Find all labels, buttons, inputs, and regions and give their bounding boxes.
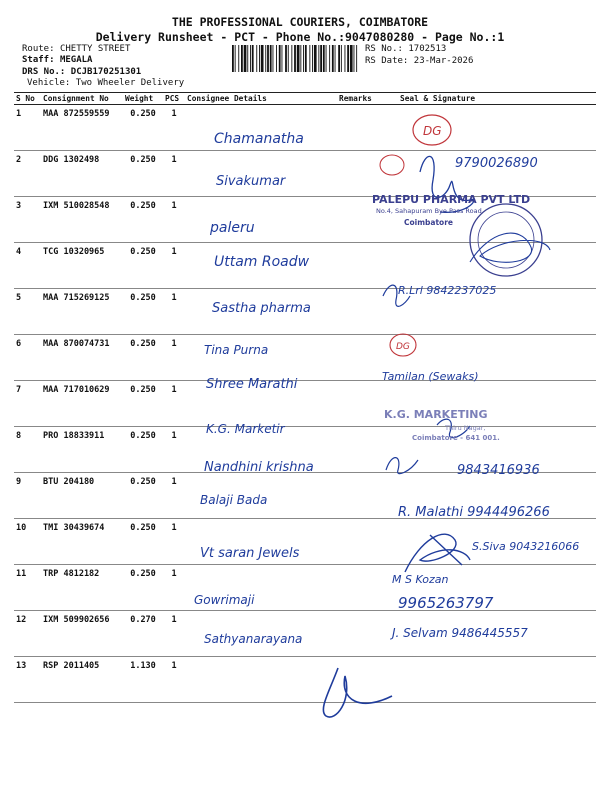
barcode-bar [256, 45, 257, 72]
consignee-hw-7: Shree Marathi [206, 377, 298, 392]
row-remarks [337, 243, 374, 289]
row-pcs: 1 [163, 289, 185, 335]
table-row [14, 335, 596, 381]
palepu-stamp-address: No.4, Sahapuram Bye Pass Road [376, 207, 482, 215]
row-remarks [337, 151, 374, 197]
row-sno: 2 [14, 151, 41, 197]
row-weight: 0.250 [123, 565, 163, 611]
signature-hw-12a: M S Kozan [392, 573, 449, 586]
row-pcs: 1 [163, 565, 185, 611]
signature-hw-phone-2: 9790026890 [455, 156, 538, 171]
table-header-row [14, 93, 596, 105]
row-sno: 13 [14, 657, 41, 703]
table-row [14, 565, 596, 611]
row-remarks [337, 335, 374, 381]
barcode-bar [300, 45, 301, 72]
signature-hw-13: J. Selvam 9486445557 [392, 626, 528, 640]
col-seal-signature: Seal & Signature [374, 93, 596, 105]
rs-no-value: 1702513 [408, 44, 447, 54]
barcode-bar [309, 45, 310, 72]
barcode-bar [335, 45, 336, 72]
barcode-bar [282, 45, 283, 72]
row-weight: 0.270 [123, 611, 163, 657]
table-row [14, 381, 596, 427]
row-consignment-no: MAA 872559559 [41, 105, 123, 151]
consignee-hw-1: Chamanatha [214, 131, 304, 147]
barcode-bar [279, 45, 281, 72]
runsheet-table [14, 92, 596, 703]
consignee-hw-6: Tina Purna [204, 343, 269, 357]
barcode-bar [261, 45, 264, 72]
table-row [14, 657, 596, 703]
row-seal-signature [374, 105, 596, 151]
row-remarks [337, 105, 374, 151]
row-weight: 0.250 [123, 243, 163, 289]
barcode-bar [276, 45, 277, 72]
col-pcs: PCS [163, 93, 185, 105]
row-weight: 0.250 [123, 197, 163, 243]
row-pcs: 1 [163, 197, 185, 243]
kg-stamp-address: Thiru Nagar, [445, 424, 486, 432]
row-consignment-no: TCG 10320965 [41, 243, 123, 289]
barcode-bar [347, 45, 349, 72]
barcode-bar [320, 45, 322, 72]
row-remarks [337, 473, 374, 519]
row-sno: 5 [14, 289, 41, 335]
row-weight: 0.250 [123, 289, 163, 335]
vehicle-value: Two Wheeler Delivery [75, 78, 185, 88]
barcode-bar [294, 45, 296, 72]
barcode-bar [314, 45, 317, 72]
route-line: Route: CHETTY STREET [22, 44, 131, 54]
barcode-bar [350, 45, 353, 72]
row-consignment-no: TMI 30439674 [41, 519, 123, 565]
barcode-bar [326, 45, 327, 72]
row-remarks [337, 657, 374, 703]
col-weight: Weight [123, 93, 163, 105]
barcode-bar [356, 45, 357, 72]
consignee-hw-10: Balaji Bada [200, 493, 268, 507]
row-sno: 1 [14, 105, 41, 151]
row-weight: 0.250 [123, 473, 163, 519]
barcode-bar [265, 45, 266, 72]
rs-date-line: RS Date: 23-Mar-2026 [365, 56, 474, 66]
consignee-hw-9: Nandhini krishna [204, 460, 314, 475]
row-consignee-details [185, 657, 337, 703]
barcode-bar [332, 45, 334, 72]
barcode-bar [250, 45, 251, 72]
row-consignment-no: IXM 509902656 [41, 611, 123, 657]
barcode-bar [288, 45, 289, 72]
barcode-bar [273, 45, 274, 72]
consignee-hw-11: Vt saran Jewels [200, 546, 300, 561]
barcode-bar [232, 45, 234, 72]
staff-line: Staff: MEGALA [22, 55, 93, 65]
consignee-hw-2: Sivakumar [216, 174, 286, 189]
barcode-bar [345, 45, 346, 72]
consignee-hw-12: Gowrimaji [194, 593, 255, 607]
row-weight: 0.250 [123, 381, 163, 427]
barcode-bar [270, 45, 272, 72]
row-pcs: 1 [163, 473, 185, 519]
barcode-bar [244, 45, 247, 72]
row-weight: 0.250 [123, 519, 163, 565]
row-pcs: 1 [163, 381, 185, 427]
row-remarks [337, 427, 374, 473]
kg-stamp-city: Coimbatore - 641 001. [412, 434, 500, 442]
staff-value: MEGALA [59, 55, 93, 65]
row-sno: 9 [14, 473, 41, 519]
row-pcs: 1 [163, 151, 185, 197]
barcode-bar [259, 45, 260, 72]
row-weight: 0.250 [123, 151, 163, 197]
col-consignee: Consignee Details [185, 93, 337, 105]
barcode-bar [354, 45, 355, 72]
row-remarks [337, 565, 374, 611]
barcode-bar [338, 45, 340, 72]
barcode-bar [318, 45, 319, 72]
dg-stamp-text-1: DG [423, 124, 442, 138]
rs-date-value: 23-Mar-2026 [413, 56, 474, 66]
dg-stamp-text-2: DG [396, 342, 410, 352]
barcode-bar [312, 45, 313, 72]
barcode-bar [297, 45, 300, 72]
row-remarks [337, 289, 374, 335]
signature-hw-10: R. Malathi 9944496266 [398, 505, 550, 520]
runsheet-subtitle: Delivery Runsheet - PCT - Phone No.:9047080280 - Page No.:1 [95, 30, 505, 44]
barcode-bar [247, 45, 248, 72]
row-remarks [337, 611, 374, 657]
row-consignee-details [185, 197, 337, 243]
signature-hw-7: Tamilan (Sewaks) [382, 370, 479, 383]
barcode-bar [241, 45, 243, 72]
row-pcs: 1 [163, 611, 185, 657]
signature-hw-9: 9843416936 [457, 463, 540, 478]
consignee-hw-8: K.G. Marketir [206, 422, 285, 436]
row-remarks [337, 197, 374, 243]
vehicle-line: Vehicle: Two Wheeler Delivery [27, 78, 185, 88]
row-consignment-no: BTU 204180 [41, 473, 123, 519]
row-pcs: 1 [163, 243, 185, 289]
row-consignment-no: PRO 18833911 [41, 427, 123, 473]
col-consignment: Consignment No [41, 93, 123, 105]
row-sno: 8 [14, 427, 41, 473]
barcode-bar [267, 45, 269, 72]
kg-stamp-name: K.G. MARKETING [384, 408, 488, 421]
row-sno: 6 [14, 335, 41, 381]
row-weight: 1.130 [123, 657, 163, 703]
row-seal-signature [374, 657, 596, 703]
drs-value: DCJB170251301 [70, 67, 142, 77]
row-pcs: 1 [163, 657, 185, 703]
route-value: CHETTY STREET [59, 44, 131, 54]
consignee-hw-13: Sathyanarayana [204, 632, 303, 646]
row-consignment-no: DDG 1302498 [41, 151, 123, 197]
row-sno: 3 [14, 197, 41, 243]
row-consignment-no: TRP 4812182 [41, 565, 123, 611]
table-row [14, 105, 596, 151]
palepu-stamp-city: Coimbatore [404, 218, 453, 227]
row-consignment-no: RSP 2011405 [41, 657, 123, 703]
barcode-bar [303, 45, 304, 72]
col-remarks: Remarks [337, 93, 374, 105]
row-sno: 7 [14, 381, 41, 427]
barcode-bar [235, 45, 236, 72]
barcode-bar [238, 45, 239, 72]
barcode-bar [291, 45, 292, 72]
barcode [232, 45, 358, 72]
row-sno: 12 [14, 611, 41, 657]
consignee-hw-4: Uttam Roadw [214, 254, 310, 270]
row-sno: 4 [14, 243, 41, 289]
row-consignment-no: IXM 510028548 [41, 197, 123, 243]
row-consignment-no: MAA 717010629 [41, 381, 123, 427]
row-weight: 0.250 [123, 105, 163, 151]
barcode-bar [285, 45, 287, 72]
barcode-bar [305, 45, 307, 72]
row-remarks [337, 519, 374, 565]
signature-hw-11: S.Siva 9043216066 [472, 540, 580, 553]
barcode-bar [341, 45, 342, 72]
row-seal-signature [374, 243, 596, 289]
row-pcs: 1 [163, 427, 185, 473]
barcode-bar [329, 45, 330, 72]
row-weight: 0.250 [123, 427, 163, 473]
signature-hw-12b: 9965263797 [398, 594, 494, 612]
row-consignment-no: MAA 870074731 [41, 335, 123, 381]
row-pcs: 1 [163, 519, 185, 565]
consignee-hw-5: Sastha pharma [212, 301, 311, 316]
row-consignee-details [185, 335, 337, 381]
drs-line: DRS No.: DCJB170251301 [22, 67, 142, 77]
row-weight: 0.250 [123, 335, 163, 381]
row-sno: 10 [14, 519, 41, 565]
row-consignment-no: MAA 715269125 [41, 289, 123, 335]
company-title: THE PROFESSIONAL COURIERS, COIMBATORE [171, 15, 429, 29]
palepu-stamp-name: PALEPU PHARMA PVT LTD [372, 193, 531, 206]
row-pcs: 1 [163, 105, 185, 151]
row-remarks [337, 381, 374, 427]
barcode-bar [252, 45, 254, 72]
col-sno: S No [14, 93, 41, 105]
signature-hw-5: R.Lrl 9842237025 [398, 284, 497, 297]
rs-no-line: RS No.: 1702513 [365, 44, 447, 54]
consignee-hw-3: paleru [210, 220, 255, 236]
row-pcs: 1 [163, 335, 185, 381]
row-sno: 11 [14, 565, 41, 611]
barcode-bar [323, 45, 325, 72]
